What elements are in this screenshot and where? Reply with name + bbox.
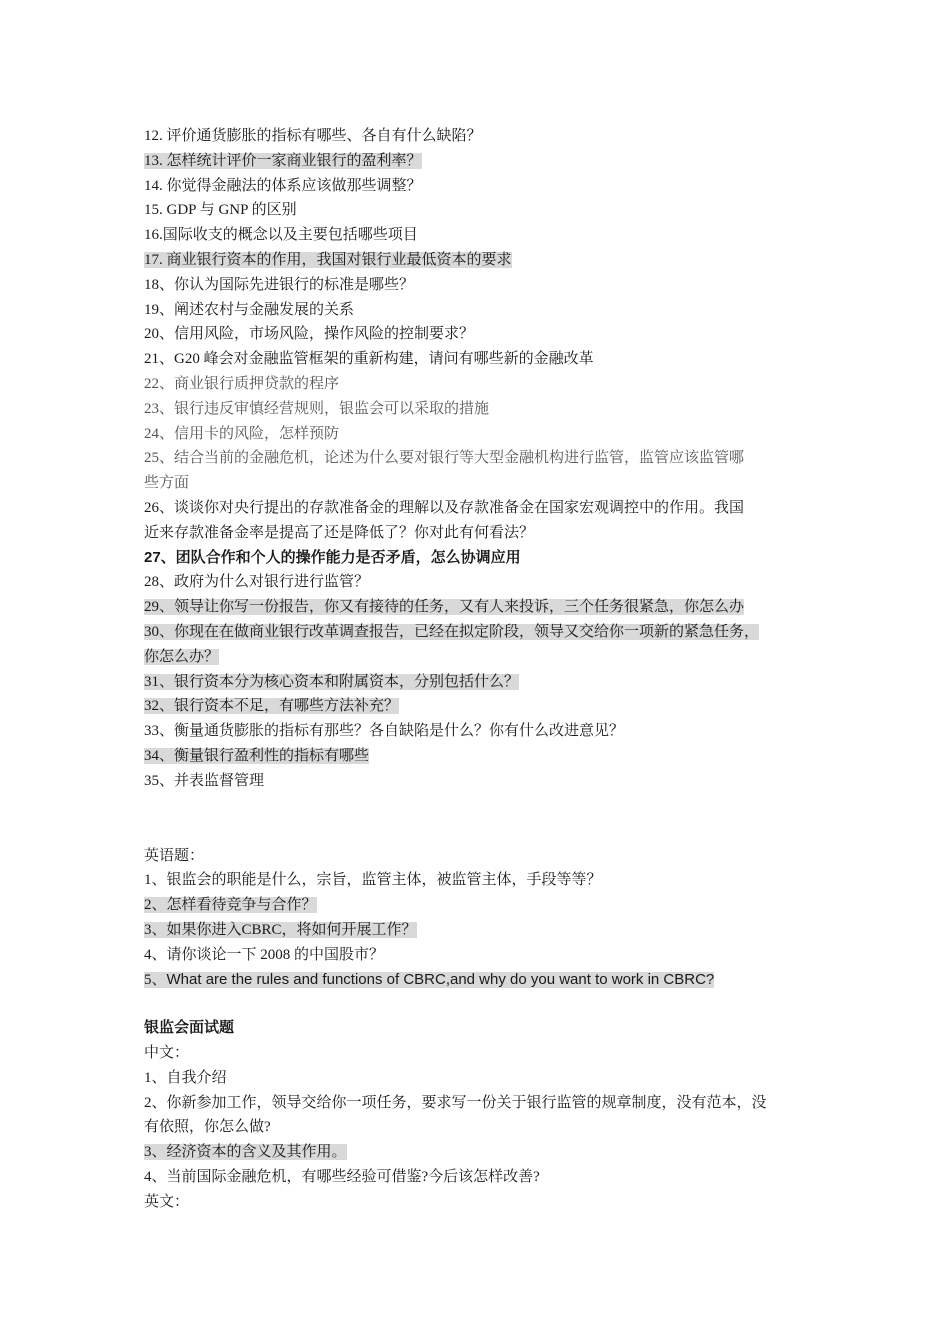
interview-question-2-line2: 有依照，你怎么做?: [144, 1119, 271, 1136]
english-question-1: 1、银监会的职能是什么，宗旨，监管主体，被监管主体，手段等等？: [144, 872, 602, 889]
question-33: 33、衡量通货膨胀的指标有那些？各自缺陷是什么？你有什么改进意见？: [144, 723, 625, 740]
interview-question-3: 3、经济资本的含义及其作用。: [144, 1144, 347, 1161]
question-13: 13. 怎样统计评价一家商业银行的盈利率？: [144, 152, 422, 169]
question-22: 22、商业银行质押贷款的程序: [144, 375, 340, 392]
question-19: 19、阐述农村与金融发展的关系: [144, 301, 355, 318]
question-25-line2: 些方面: [144, 475, 190, 492]
question-25-line1: 25、结合当前的金融危机，论述为什么要对银行等大型金融机构进行监管，监管应该监管哪: [144, 450, 745, 467]
chinese-heading: 中文：: [144, 1045, 190, 1062]
question-14: 14. 你觉得金融法的体系应该做那些调整？: [144, 177, 422, 194]
interview-section-title: 银监会面试题: [144, 1019, 235, 1037]
question-26-line2: 近来存款准备金率是提高了还是降低了？你对此有何看法？: [144, 524, 535, 541]
question-30-line1: 30、你现在在做商业银行改革调查报告，已经在拟定阶段，领导又交给你一项新的紧急任务，: [144, 623, 760, 640]
question-18: 18、你认为国际先进银行的标准是哪些？: [144, 276, 415, 293]
interview-question-4: 4、当前国际金融危机，有哪些经验可借鉴?今后该怎样改善?: [144, 1169, 540, 1186]
spacer: [144, 794, 812, 844]
interview-question-1: 1、自我介绍: [144, 1069, 227, 1086]
english-question-5-text: What are the rules and functions of CBRC,and why do you want to work in CBRC?: [166, 970, 715, 988]
question-21: 21、G20 峰会对金融监管框架的重新构建，请问有哪些新的金融改革: [144, 351, 594, 368]
question-34: 34、衡量银行盈利性的指标有哪些: [144, 747, 370, 764]
document-body: [144, 124, 812, 1215]
question-31: 31、银行资本分为核心资本和附属资本，分别包括什么？: [144, 673, 520, 690]
english-question-5-prefix: 5、: [144, 971, 167, 988]
question-32: 32、银行资本不足，有哪些方法补充？: [144, 698, 400, 715]
question-12: 12. 评价通货膨胀的指标有哪些、各自有什么缺陷？: [144, 128, 482, 144]
question-30-line2: 你怎么办？: [144, 648, 220, 665]
question-35: 35、并表监督管理: [144, 772, 265, 789]
interview-question-2-line1: 2、你新参加工作，领导交给你一项任务，要求写一份关于银行监管的规章制度，没有范本，没: [144, 1094, 767, 1111]
english-question-5: [144, 972, 714, 988]
question-23: 23、银行违反审慎经营规则，银监会可以采取的措施: [144, 400, 490, 417]
question-16: 16.国际收支的概念以及主要包括哪些项目: [144, 227, 418, 244]
english-question-4: 4、请你谈论一下 2008 的中国股市？: [144, 946, 385, 963]
english-question-2: 2、怎样看待竞争与合作？: [144, 897, 317, 914]
question-15: 15. GDP 与 GNP 的区别: [144, 202, 297, 219]
question-28: 28、政府为什么对银行进行监管？: [144, 574, 370, 591]
question-24: 24、信用卡的风险，怎样预防: [144, 425, 340, 442]
spacer: [144, 992, 812, 1016]
english-section-heading: 英语题：: [144, 847, 205, 864]
question-20: 20、信用风险，市场风险，操作风险的控制要求？: [144, 326, 475, 343]
question-29: 29、领导让你写一份报告，你又有接待的任务，又有人来投诉，三个任务很紧急，你怎么办: [144, 599, 745, 616]
question-27: 27、团队合作和个人的操作能力是否矛盾，怎么协调应用: [144, 548, 521, 566]
question-17: 17. 商业银行资本的作用，我国对银行业最低资本的要求: [144, 251, 512, 268]
english-heading: 英文：: [144, 1193, 190, 1210]
english-question-3: 3、如果你进入CBRC，将如何开展工作？: [144, 921, 417, 938]
question-26-line1: 26、谈谈你对央行提出的存款准备金的理解以及存款准备金在国家宏观调控中的作用。我国: [144, 499, 745, 516]
